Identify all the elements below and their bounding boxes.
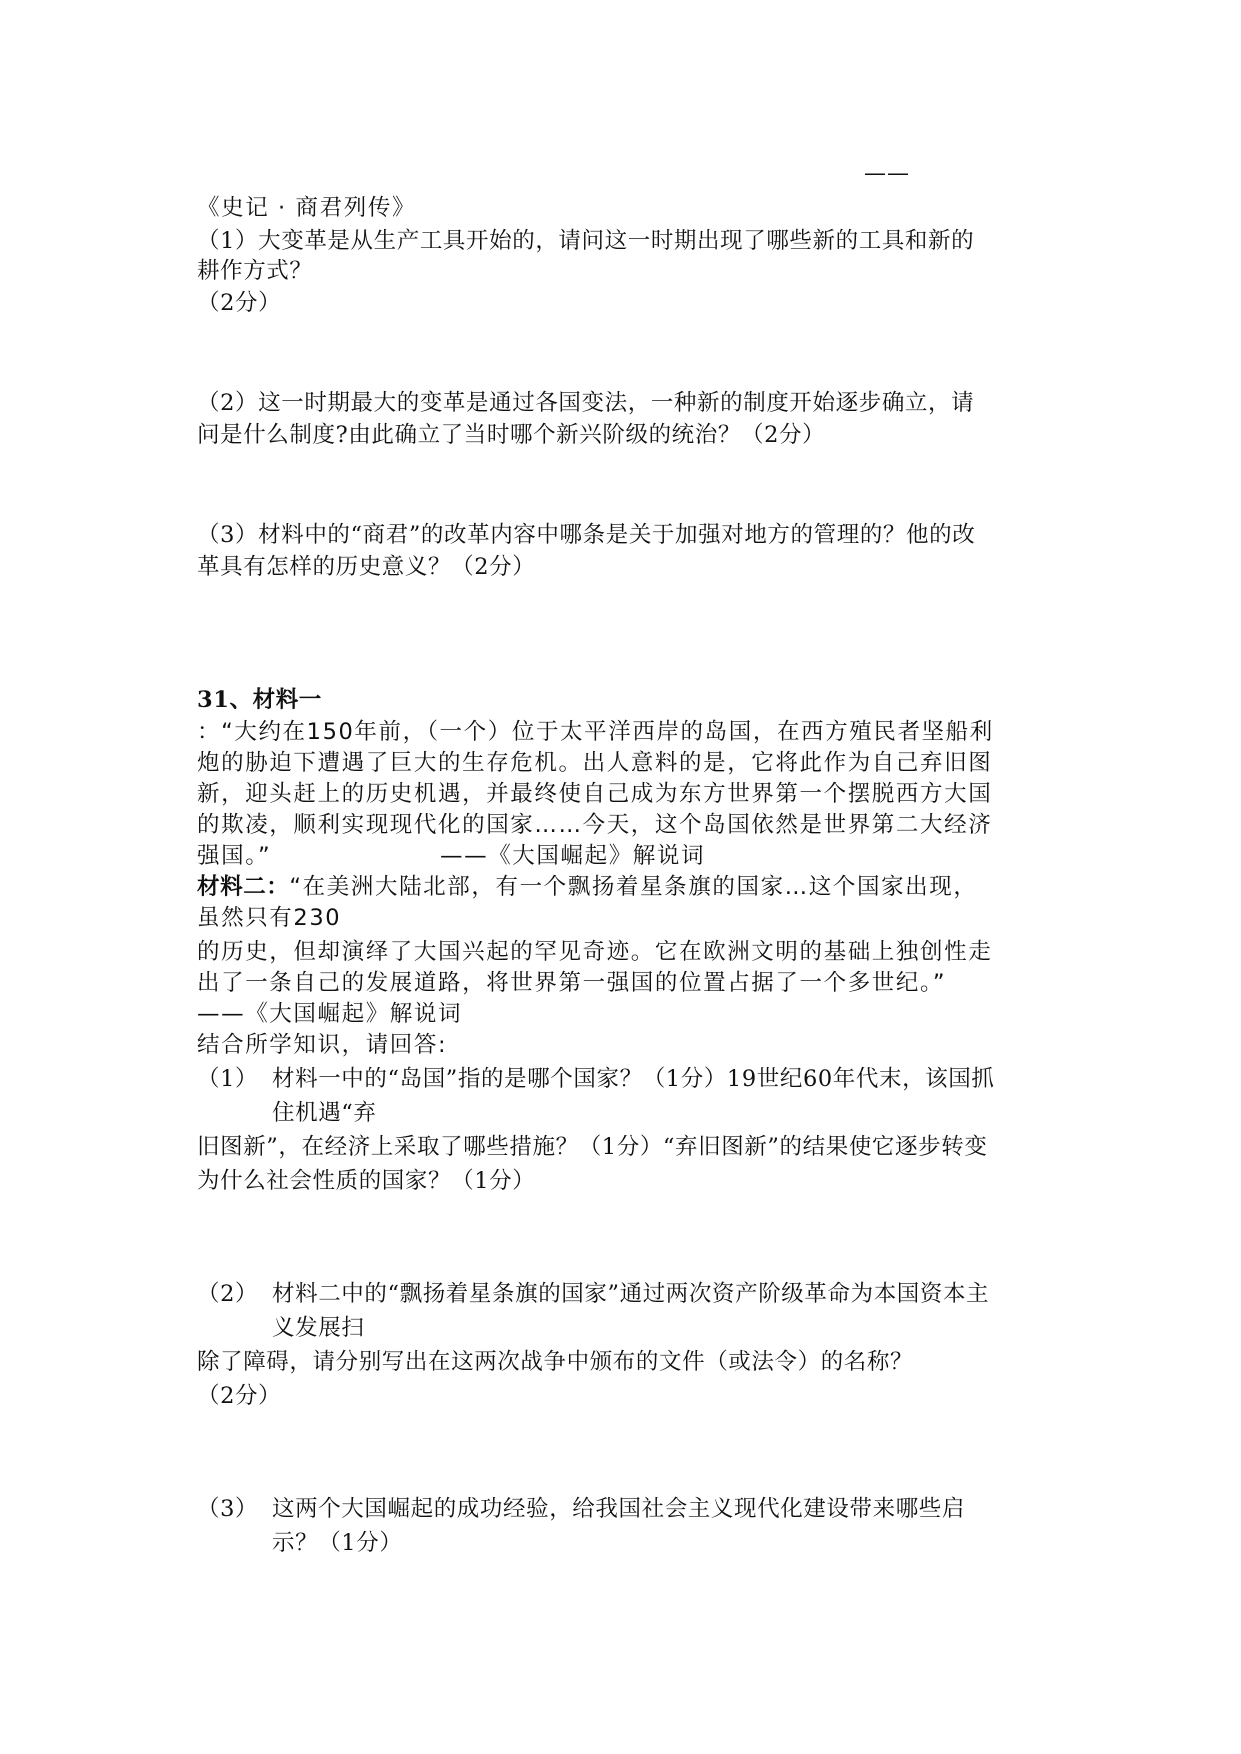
sub2-number: （2）: [197, 1281, 259, 1307]
sub1-line-2: 住机遇“弃: [272, 1100, 377, 1126]
material1-line-4: 的欺凌，顺利实现现代化的国家……今天，这个岛国依然是世界第二大经济: [197, 812, 993, 838]
sub3-line-1: 这两个大国崛起的成功经验，给我国社会主义现代化建设带来哪些启: [272, 1496, 966, 1522]
material1-line-3: 新，迎头赶上的历史机遇，并最终使自己成为东方世界第一个摆脱西方大国: [197, 781, 993, 807]
instruction: 结合所学知识，请回答:: [197, 1032, 448, 1058]
q2-line-2: 问是什么制度?由此确立了当时哪个新兴阶级的统治？（2分）: [197, 422, 826, 448]
sub2-score: （2分）: [197, 1383, 282, 1409]
material1-line-2: 炮的胁迫下遭遇了巨大的生存危机。出人意料的是，它将此作为自己弃旧图: [197, 750, 993, 776]
material1-line-5: 强国。”: [197, 843, 272, 869]
sub2-line-3: 除了障碍，请分别写出在这两次战争中颁布的文件（或法令）的名称？: [197, 1349, 914, 1375]
sub1-line-3: 旧图新”，在经济上采取了哪些措施？（1分）“弃旧图新”的结果使它逐步转变: [197, 1134, 988, 1160]
sub3-line-2: 示？（1分）: [272, 1530, 403, 1556]
material2-label: 材料二：: [197, 874, 290, 900]
q1-line-1: （1）大变革是从生产工具开始的，请问这一时期出现了哪些新的工具和新的: [197, 228, 975, 254]
sub2-line-2: 义发展扫: [272, 1315, 365, 1341]
material2-line-4: 出了一条自己的发展道路，将世界第一强国的位置占据了一个多世纪。”: [197, 970, 947, 996]
q3-line-1: （3）材料中的“商君”的改革内容中哪条是关于加强对地方的管理的？他的改: [197, 522, 976, 548]
q1-score: （2分）: [197, 290, 282, 316]
source-title: 《史记 · 商君列传》: [197, 195, 417, 221]
q3-line-2: 革具有怎样的历史意义？（2分）: [197, 554, 536, 580]
sub1-line-4: 为什么社会性质的国家？（1分）: [197, 1168, 536, 1194]
material2-line-2: 虽然只有230: [197, 905, 342, 931]
q1-line-2: 耕作方式？: [197, 258, 313, 284]
material1-line-1: ：“大约在150年前，（一个）位于太平洋西岸的岛国，在西方殖民者坚船利: [197, 719, 994, 745]
q31-heading: 31、材料一: [197, 687, 322, 713]
sub3-number: （3）: [197, 1496, 259, 1522]
header-dash: ——: [864, 161, 910, 186]
sub1-line-1: 材料一中的“岛国”指的是哪个国家？（1分）19世纪60年代末，该国抓: [272, 1066, 995, 1092]
q2-line-1: （2）这一时期最大的变革是通过各国变法，一种新的制度开始逐步确立，请: [197, 390, 975, 416]
material1-source: ——《大国崛起》解说词: [440, 843, 706, 869]
material2-text-1: “在美洲大陆北部，有一个飘扬着星条旗的国家…这个国家出现，: [289, 874, 978, 900]
sub1-number: （1）: [197, 1066, 259, 1092]
material2-line-3: 的历史，但却演绎了大国兴起的罕见奇迹。它在欧洲文明的基础上独创性走: [197, 939, 993, 965]
sub2-line-1: 材料二中的“飘扬着星条旗的国家”通过两次资产阶级革命为本国资本主: [272, 1281, 990, 1307]
material2-line-1: [197, 871, 977, 903]
material2-source: ——《大国崛起》解说词: [197, 1001, 463, 1027]
